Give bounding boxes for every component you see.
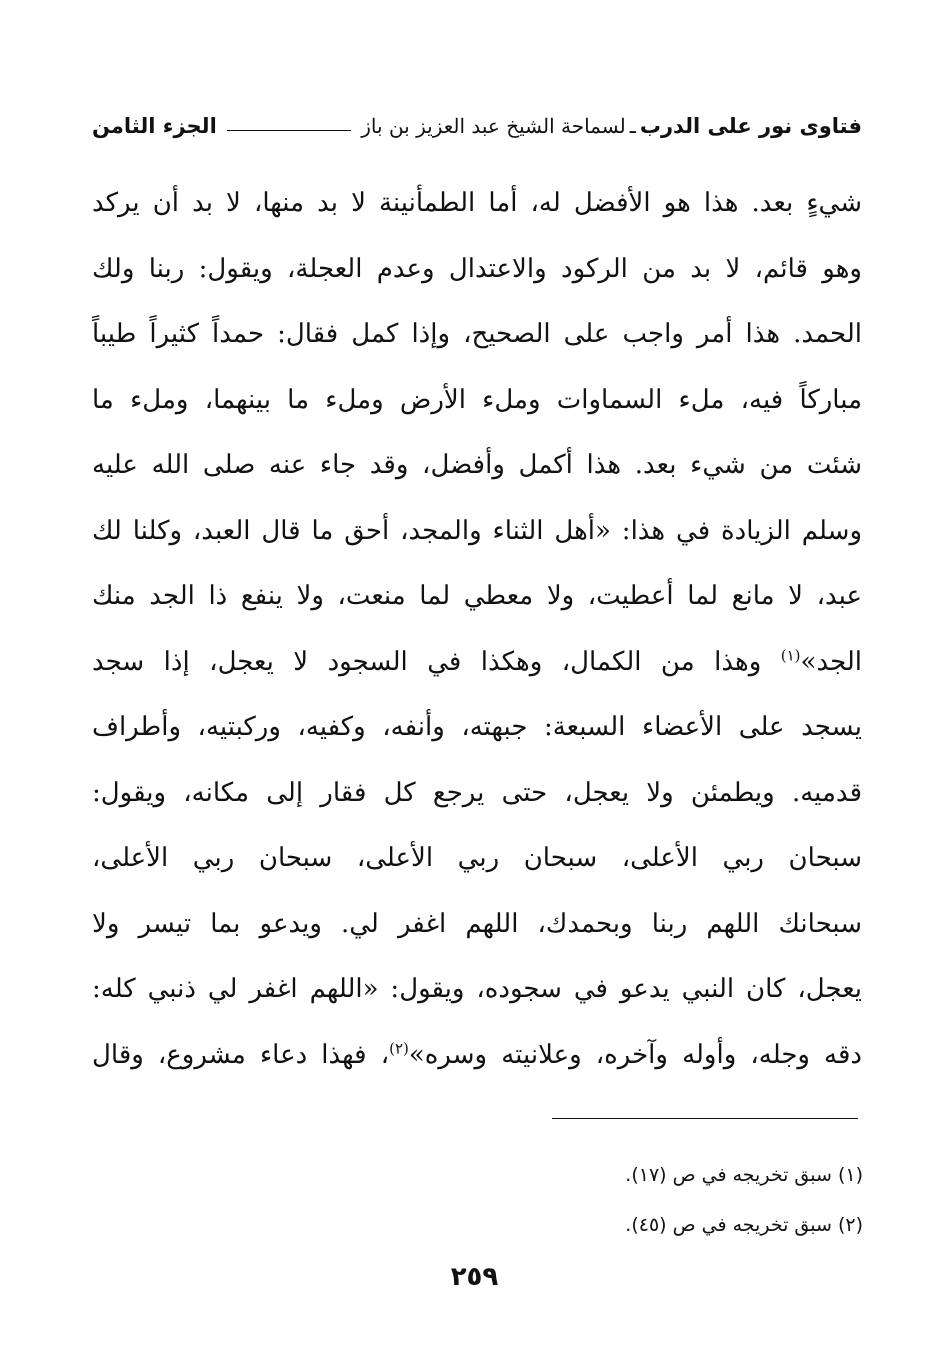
footnote-1: (١) سبق تخريجه في ص (١٧).	[625, 1164, 863, 1186]
body-line: شئت من شيء بعد. هذا أكمل وأفضل، وقد جاء عنه صلى الله عليه	[92, 450, 862, 480]
body-line: وهو قائم، لا بد من الركود والاعتدال وعدم العجلة، ويقول: ربنا ولك	[92, 253, 862, 284]
footnote-ref-2: (٢)	[389, 1038, 409, 1057]
body-line: شيءٍ بعد. هذا هو الأفضل له، أما الطمأنينة لا بد منها، لا بد أن يركد	[92, 188, 862, 218]
header-book-title: فتاوى نور على الدرب	[639, 114, 862, 138]
body-text	[92, 171, 862, 1088]
footnote-2: (٢) سبق تخريجه في ص (٤٥).	[625, 1214, 863, 1236]
body-line: الحمد. هذا أمر واجب على الصحيح، وإذا كمل فقال: حمداً كثيراً طيباً	[92, 319, 862, 349]
footnote-ref-1: (١)	[780, 645, 801, 664]
body-line: مباركاً فيه، ملء السماوات وملء الأرض وملء ما بينهما، وملء ما	[92, 384, 862, 415]
footnote-separator	[552, 1118, 858, 1119]
body-line: قدميه. ويطمئن ولا يعجل، حتى يرجع كل فقار إلى مكانه، ويقول:	[92, 777, 862, 808]
line-prefix: دقه وجله، وأوله وآخره، وعلانيته وسره»	[408, 1039, 862, 1070]
header-dash: ـ	[629, 114, 636, 138]
line-rest: وهذا من الكمال، وهكذا في السجود لا يعجل، إذا سجد	[92, 646, 762, 677]
body-line: يسجد على الأعضاء السبعة: جبهته، وأنفه، وكفيه، وركبتيه، وأطراف	[92, 712, 862, 742]
header-rule	[227, 130, 351, 131]
header-author: لسماحة الشيخ عبد العزيز بن باز	[361, 114, 626, 138]
line-prefix: الجد»	[800, 646, 863, 677]
body-line-with-footnote-ref	[92, 630, 862, 696]
footnotes	[163, 1150, 863, 1250]
line-rest: فهذا دعاء مشروع، وقال	[92, 1039, 367, 1070]
header-part: الجزء الثامن	[92, 114, 217, 138]
body-line: وسلم الزيادة في هذا: «أهل الثناء والمجد، أحق ما قال العبد، وكلنا لك	[92, 515, 862, 546]
page-number: ٢٥٩	[450, 1262, 499, 1292]
running-header	[92, 108, 862, 144]
line-comma: ،	[380, 1039, 390, 1070]
body-line-with-footnote-ref	[92, 1023, 862, 1089]
body-line: سبحان ربي الأعلى، سبحان ربي الأعلى، سبحان ربي الأعلى،	[92, 843, 862, 873]
body-line: يعجل، كان النبي يدعو في سجوده، ويقول: «اللهم اغفر لي ذنبي كله:	[92, 974, 862, 1004]
body-line: عبد، لا مانع لما أعطيت، ولا معطي لما منعت، ولا ينفع ذا الجد منك	[92, 581, 863, 611]
body-line: سبحانك اللهم ربنا وبحمدك، اللهم اغفر لي. ويدعو بما تيسر ولا	[92, 908, 862, 939]
